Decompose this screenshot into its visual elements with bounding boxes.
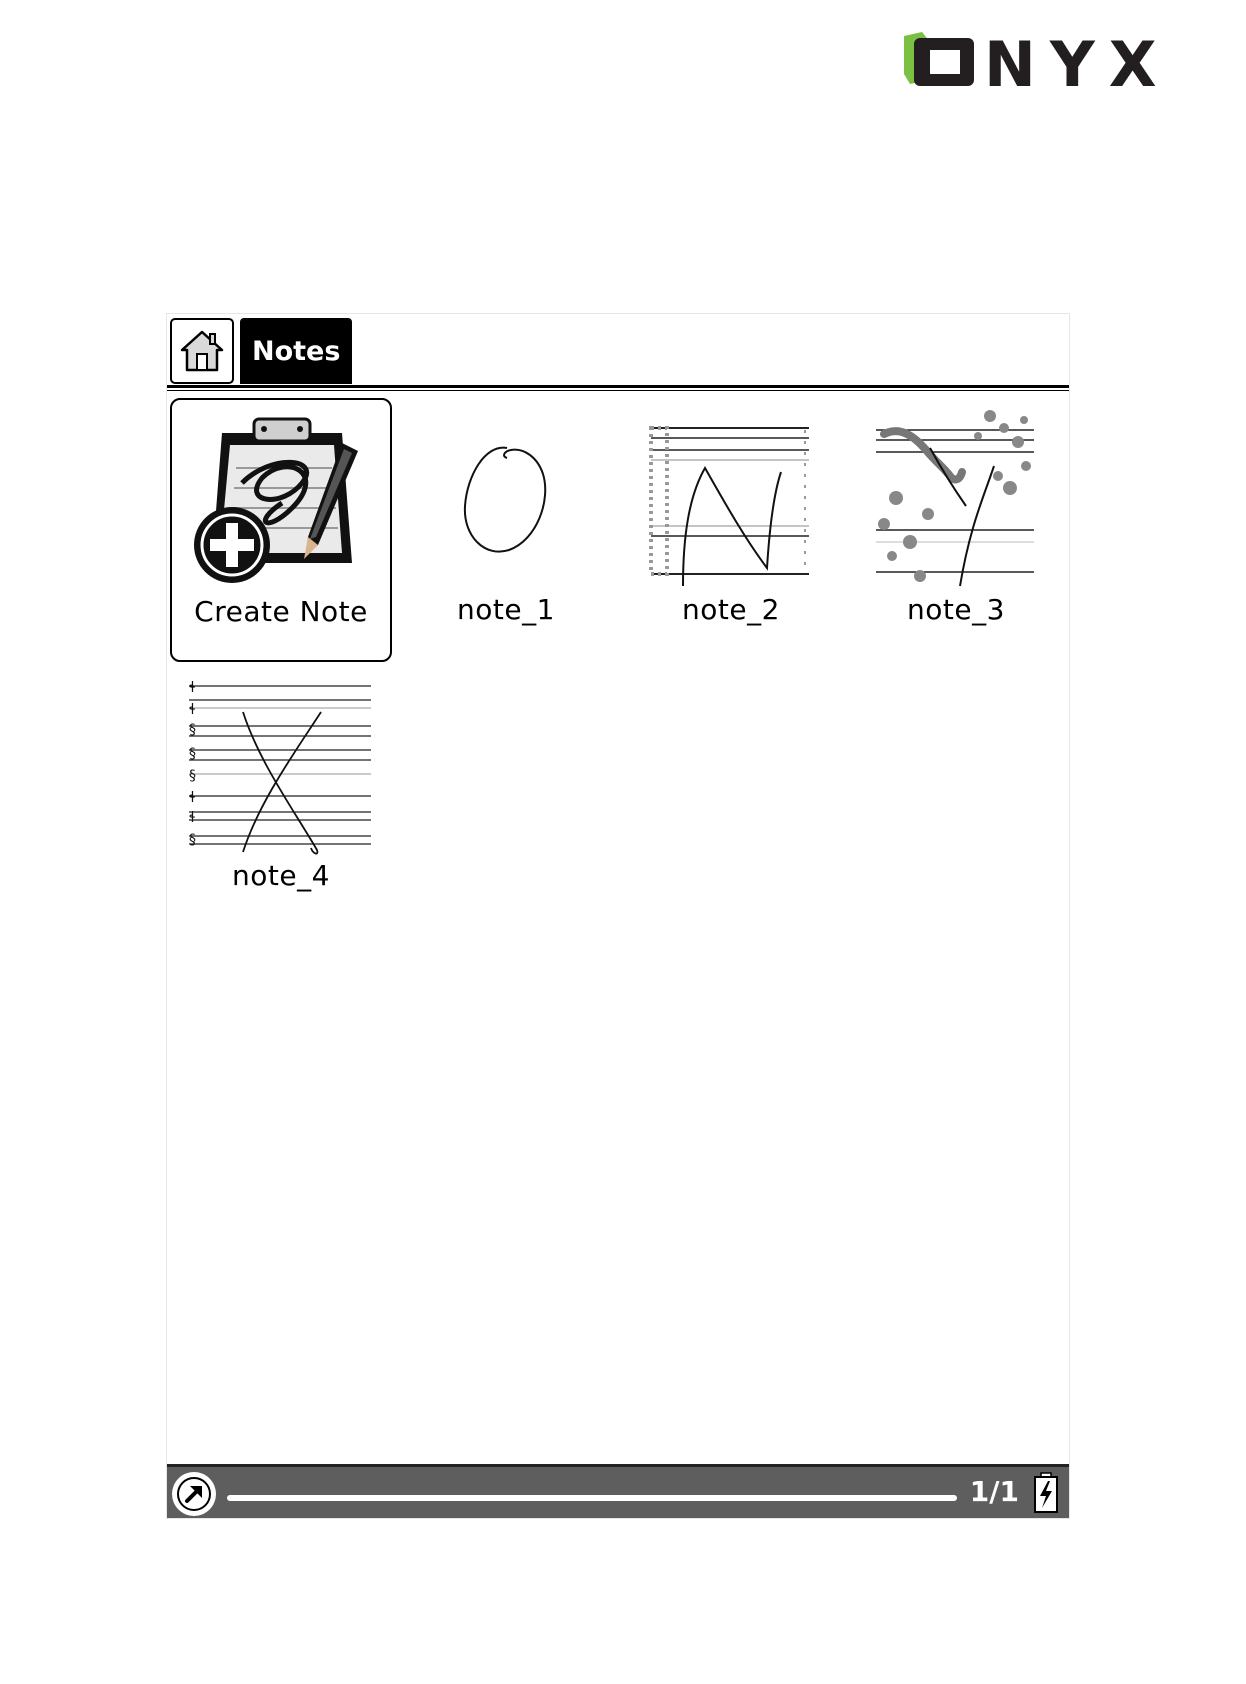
- create-note-tile[interactable]: [170, 398, 392, 662]
- note-thumbnail: [184, 672, 376, 862]
- svg-text:§: §: [189, 722, 196, 738]
- onyx-logo: [900, 28, 1210, 98]
- navigate-button[interactable]: [172, 1472, 216, 1516]
- note-tile[interactable]: [845, 398, 1067, 662]
- divider: [167, 390, 1069, 391]
- item-label: note_1: [457, 593, 555, 626]
- svg-text:§: §: [189, 832, 196, 848]
- create-note-icon: [186, 408, 378, 598]
- note-tile[interactable]: [170, 664, 392, 928]
- item-label: note_2: [682, 593, 780, 626]
- svg-text:NYX: NYX: [984, 28, 1171, 98]
- item-label: note_3: [907, 593, 1005, 626]
- arrow-up-right-icon: [177, 1477, 211, 1511]
- divider: [167, 385, 1069, 388]
- note-tile[interactable]: [395, 398, 617, 662]
- item-label: Create Note: [194, 595, 368, 628]
- svg-text:ɬ: ɬ: [189, 702, 196, 718]
- home-button[interactable]: [170, 318, 234, 384]
- page-progress-bar[interactable]: [227, 1495, 957, 1501]
- svg-text:ɬ: ɬ: [189, 810, 196, 826]
- toolbar: [167, 314, 1069, 390]
- battery-charging-icon: [1033, 1472, 1059, 1514]
- home-icon: [179, 328, 225, 374]
- tab-notes[interactable]: Notes: [240, 318, 352, 384]
- device-screen: [166, 313, 1070, 1519]
- item-label: note_4: [232, 859, 330, 892]
- svg-text:§: §: [189, 768, 196, 784]
- note-thumbnail: [409, 406, 601, 596]
- svg-text:§: §: [189, 746, 196, 762]
- note-thumbnail: [859, 406, 1051, 596]
- status-bar: [167, 1464, 1069, 1518]
- svg-text:ɬ: ɬ: [189, 790, 196, 806]
- note-tile[interactable]: [620, 398, 842, 662]
- page-indicator: 1/1: [969, 1475, 1019, 1508]
- note-thumbnail: [634, 406, 826, 596]
- svg-text:ɬ: ɬ: [189, 680, 196, 696]
